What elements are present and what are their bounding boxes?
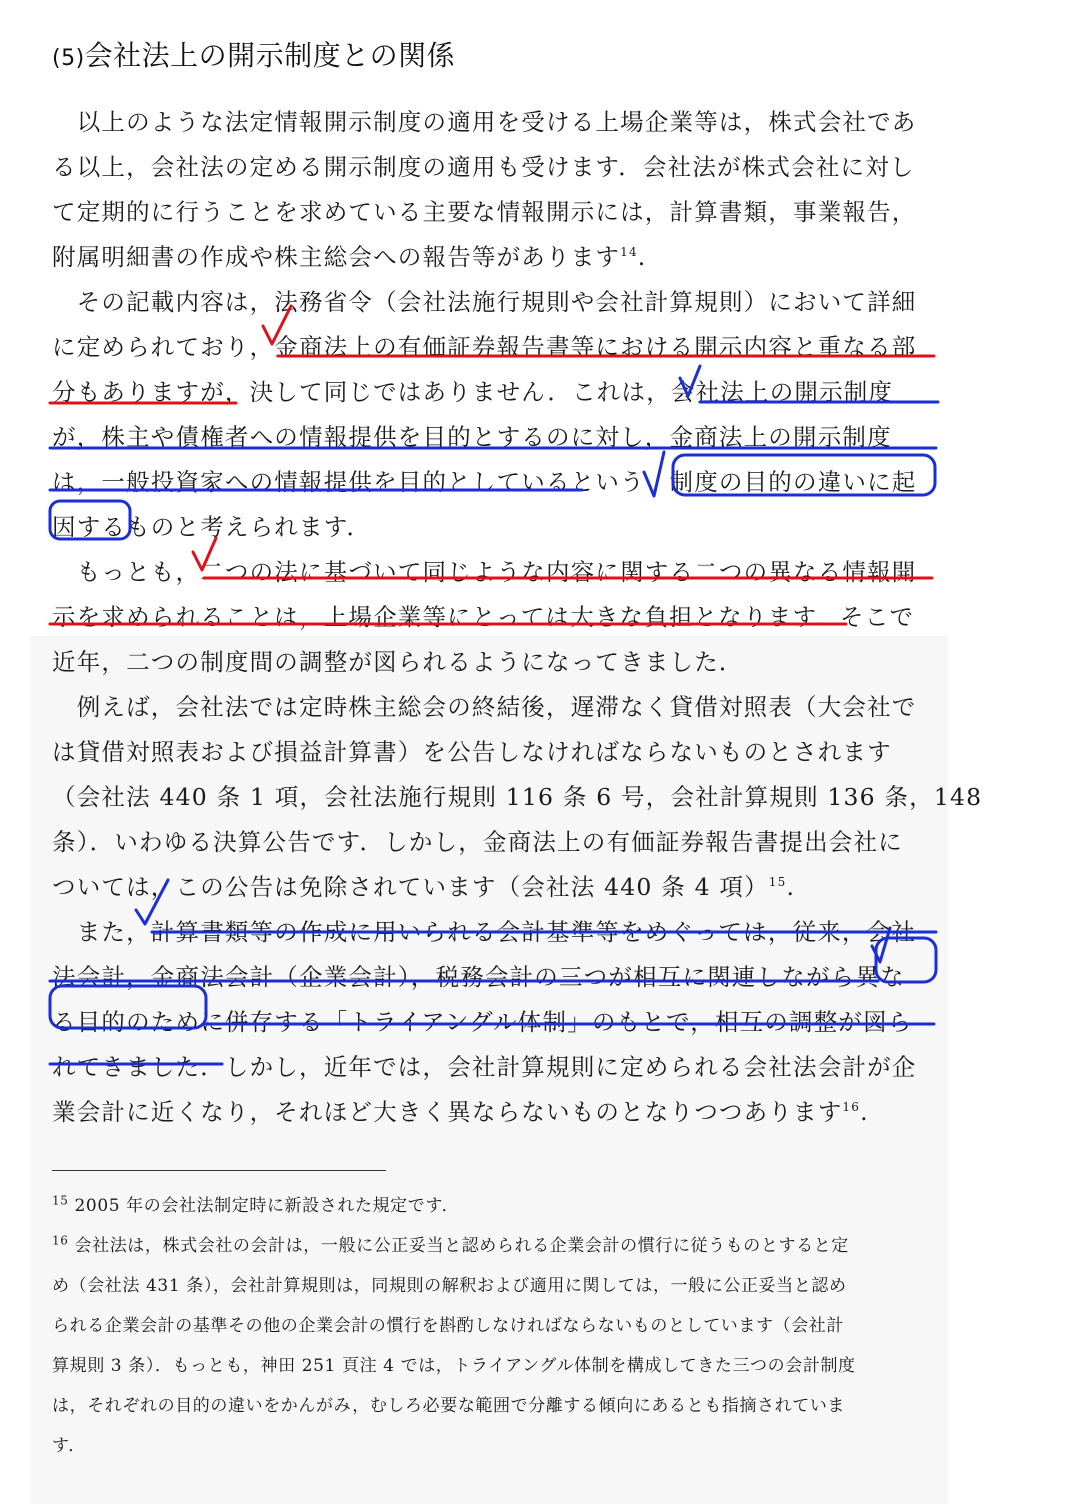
footnote-line: め（会社法 431 条），会社計算規則は，同規則の解釈および適用に関しては，一般に公正妥当と認め (52, 1276, 847, 1296)
text-line: る目的のために併存する「トライアングル体制」のもとで，相互の調整が図ら (52, 1008, 913, 1036)
text-line-content: 附属明細書の作成や株主総会への報告等があります (52, 243, 621, 271)
sentence-end: . (786, 873, 796, 901)
text-line: れてきました．しかし，近年では，会社計算規則に定められる会社法会計が企 (52, 1053, 917, 1081)
text-line (52, 1090, 869, 1134)
text-line: が，株主や債権者への情報提供を目的とするのに対し，金商法上の開示制度 (52, 423, 892, 451)
footnote-16 (52, 1226, 849, 1266)
footnote-ref: 14 (620, 245, 638, 260)
text-line: は貸借対照表および損益計算書）を公告しなければならないものとされます (52, 738, 892, 766)
text-line (52, 865, 795, 909)
text-line (52, 235, 646, 279)
text-line: 条）．いわゆる決算公告です．しかし，金商法上の有価証券報告書提出会社に (52, 828, 903, 856)
footnote-ref: 15 (768, 875, 787, 890)
text-line: 法会計，金商法会計（企業会計），税務会計の三つが相互に関連しながら異な (52, 963, 905, 991)
footnote-divider (52, 1170, 386, 1171)
section-heading (52, 34, 455, 74)
text-line: 因するものと考えられます． (52, 513, 372, 541)
text-line: また，計算書類等の作成に用いられる会計基準等をめぐっては，従来，会社 (52, 918, 917, 946)
footnote-text: 会社法は，株式会社の会計は，一般に公正妥当と認められる企業会計の慣行に従うものとすると定 (68, 1236, 849, 1256)
footnote-ref: 16 (842, 1100, 861, 1115)
footnote-line: は，それぞれの目的の違いをかんがみ，むしろ必要な範囲で分離する傾向にあるとも指摘されていま (52, 1396, 846, 1416)
text-line: 例えば，会社法では定時株主総会の終結後，遅滞なく貸借対照表（大会社で (52, 693, 917, 721)
text-line: 以上のような法定情報開示制度の適用を受ける上場企業等は，株式会社であ (52, 108, 917, 136)
sentence-end: . (637, 243, 647, 271)
text-line: 分もありますが，決して同じではありません．これは，会社法上の開示制度 (52, 378, 894, 406)
text-line-content: 業会計に近くなり，それほど大きく異ならないものとなりつつあります (52, 1098, 843, 1126)
text-line: に定められており，金商法上の有価証券報告書等における開示内容と重なる部 (52, 333, 917, 361)
text-line: は，一般投資家への情報提供を目的としているという 制度の目的の違いに起 (52, 468, 917, 496)
footnote-15 (52, 1186, 459, 1226)
text-line: もっとも，二つの法に基づいて同じような内容に関する二つの異なる情報開 (52, 558, 917, 586)
text-line: て定期的に行うことを求めている主要な情報開示には，計算書類，事業報告， (52, 198, 917, 226)
text-line: （会社法 440 条 1 項，会社法施行規則 116 条 6 号，会社計算規則 136 条，148 (52, 783, 983, 811)
sentence-end: . (860, 1098, 869, 1126)
text-line: 近年，二つの制度間の調整が図られるようになってきました． (52, 648, 744, 676)
text-line: その記載内容は，法務省令（会社法施行規則や会社計算規則）において詳細 (52, 288, 917, 316)
section-number: (5) (52, 46, 85, 71)
footnote-number: 15 (52, 1193, 69, 1208)
text-line: る以上，会社法の定める開示制度の適用も受けます．会社法が株式会社に対し (52, 153, 915, 181)
footnote-line: られる企業会計の基準その他の企業会計の慣行を斟酌しなければならないものとしています（会社計 (52, 1316, 844, 1336)
text-line-content: ついては，この公告は免除されています（会社法 440 条 4 項） (52, 873, 769, 901)
footnote-line: 算規則 3 条）．もっとも，神田 251 頁注 4 では，トライアングル体制を構成してきた三つの会計制度 (52, 1356, 856, 1376)
text-line: 示を求められることは，上場企業等にとっては大きな負担となります．そこで (52, 603, 915, 631)
footnote-text: 2005 年の会社法制定時に新設された規定です． (68, 1196, 460, 1216)
footnote-number: 16 (52, 1233, 69, 1248)
section-title: 会社法上の開示制度との関係 (84, 39, 456, 72)
footnote-line: す． (52, 1436, 86, 1456)
